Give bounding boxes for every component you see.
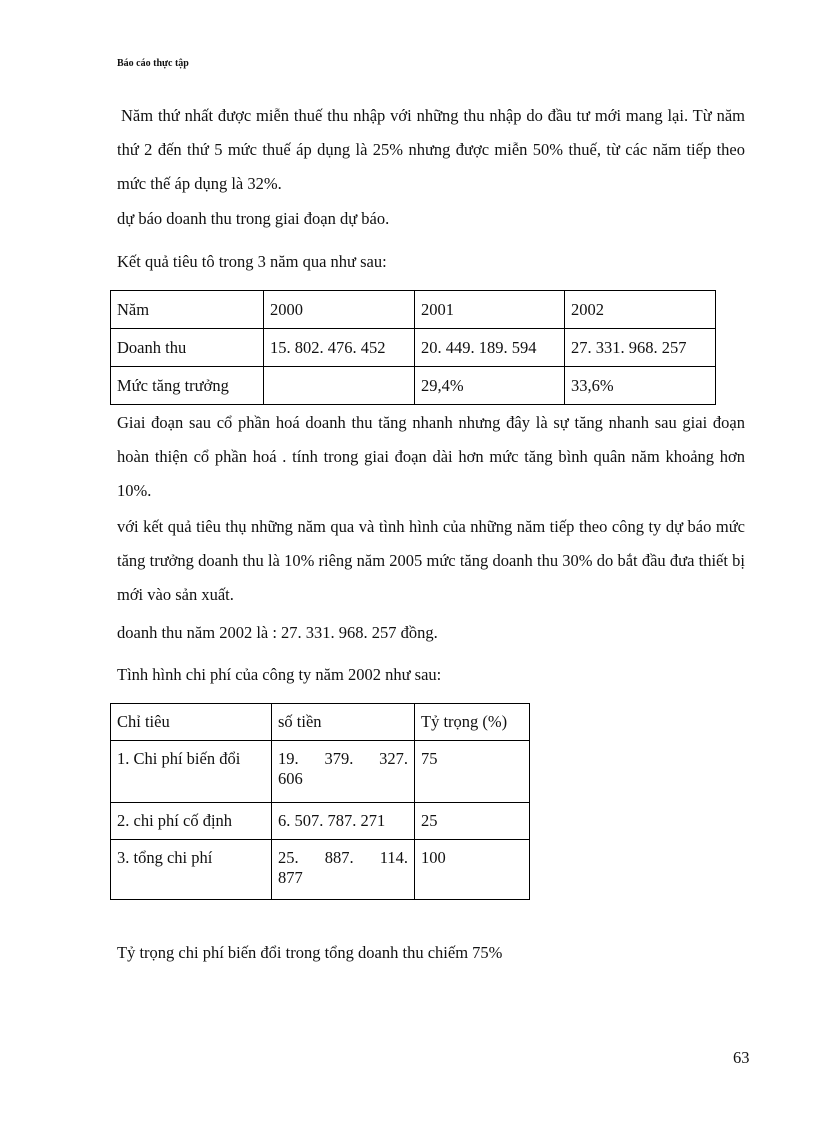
table-cell: Năm bbox=[111, 291, 264, 329]
table-cell: 29,4% bbox=[415, 367, 565, 405]
table-cell: 6. 507. 787. 271 bbox=[272, 803, 415, 840]
table-cell: 2000 bbox=[264, 291, 415, 329]
paragraph-forecast-intro: dự báo doanh thu trong giai đoạn dự báo. bbox=[117, 209, 390, 228]
table-cell: Mức tăng trưởng bbox=[111, 367, 264, 405]
table-cell: số tiền bbox=[272, 704, 415, 741]
paragraph-cost-intro: Tình hình chi phí của công ty năm 2002 như sau: bbox=[117, 665, 442, 684]
table-cell bbox=[272, 840, 415, 900]
table-cell: 2. chi phí cố định bbox=[111, 803, 272, 840]
table-row bbox=[111, 840, 530, 900]
table-cell: 27. 331. 968. 257 bbox=[565, 329, 716, 367]
table-cell bbox=[272, 741, 415, 803]
cost-table bbox=[110, 703, 530, 900]
table-row bbox=[111, 329, 716, 367]
table-cell: 15. 802. 476. 452 bbox=[264, 329, 415, 367]
page-number: 63 bbox=[733, 1048, 750, 1067]
paragraph-growth-forecast: với kết quả tiêu thụ những năm qua và tình hình của những năm tiếp theo công ty dự báo mức tăng trưởng doanh thu là 10% riêng năm 2005 mức tăng doanh thu 30% do bắt đầu đưa thiết bị mới vào sản xuất. bbox=[117, 517, 745, 604]
table-row bbox=[111, 803, 530, 840]
paragraph-tax-policy: Năm thứ nhất được miễn thuế thu nhập với những thu nhập do đầu tư mới mang lại. Từ năm thứ 2 đến thứ 5 mức thuế áp dụng là 25% nhưng được miễn 50% thuế, từ các năm tiếp theo mức thế áp dụng là 32%. bbox=[117, 106, 745, 193]
revenue-table bbox=[110, 290, 716, 405]
table-cell: 3. tổng chi phí bbox=[111, 840, 272, 900]
table-cell: 100 bbox=[415, 840, 530, 900]
table-cell: Doanh thu bbox=[111, 329, 264, 367]
table-cell bbox=[264, 367, 415, 405]
table-cell: 33,6% bbox=[565, 367, 716, 405]
table-cell: 2001 bbox=[415, 291, 565, 329]
table-header-row bbox=[111, 704, 530, 741]
table-header-row bbox=[111, 291, 716, 329]
paragraph-sales-results: Kết quả tiêu tô trong 3 năm qua như sau: bbox=[117, 252, 387, 271]
table-cell: Tỷ trọng (%) bbox=[415, 704, 530, 741]
paragraph-cost-share: Tỷ trọng chi phí biến đổi trong tổng doanh thu chiếm 75% bbox=[117, 943, 503, 962]
table-cell: 75 bbox=[415, 741, 530, 803]
table-cell: 1. Chi phí biến đổi bbox=[111, 741, 272, 803]
document-header: Báo cáo thực tập bbox=[117, 58, 189, 69]
amount-line: 877 bbox=[278, 868, 303, 887]
amount-line: 25. 887. 114. bbox=[278, 848, 408, 867]
paragraph-revenue-2002: doanh thu năm 2002 là : 27. 331. 968. 257 đồng. bbox=[117, 623, 438, 642]
table-cell: 20. 449. 189. 594 bbox=[415, 329, 565, 367]
table-cell: 2002 bbox=[565, 291, 716, 329]
paragraph-growth-analysis: Giai đoạn sau cổ phần hoá doanh thu tăng nhanh nhưng đây là sự tăng nhanh sau giai đoạn hoàn thiện cổ phần hoá . tính trong giai đoạn dài hơn mức tăng bình quân năm khoảng hơn 10%. bbox=[117, 413, 745, 500]
amount-line: 19. 379. 327. bbox=[278, 749, 408, 768]
table-row bbox=[111, 367, 716, 405]
table-cell: Chỉ tiêu bbox=[111, 704, 272, 741]
amount-line: 606 bbox=[278, 769, 303, 788]
table-cell: 25 bbox=[415, 803, 530, 840]
table-row bbox=[111, 741, 530, 803]
